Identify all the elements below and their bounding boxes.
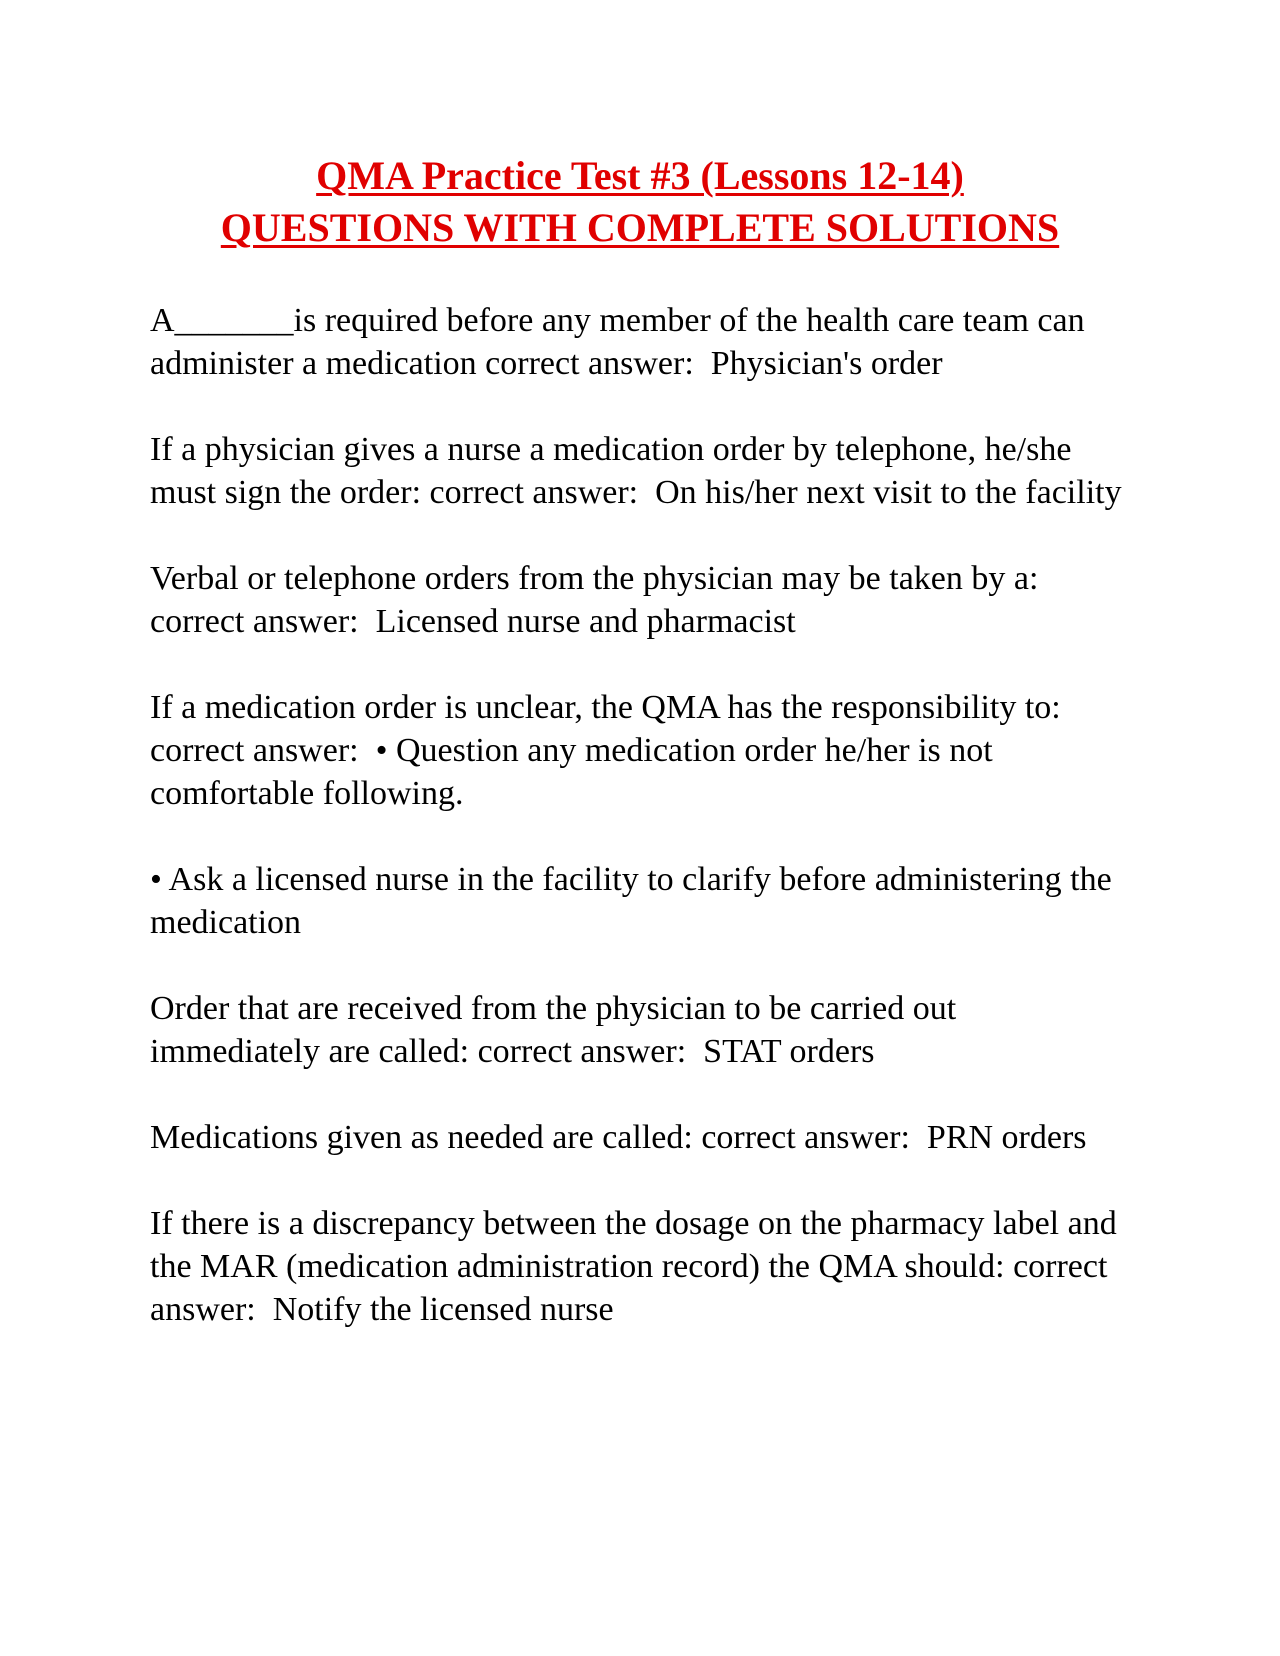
question-paragraph: If there is a discrepancy between the dosage on the pharmacy label and the MAR (medication administration record) the QMA should: correct answer: Notify the licensed nurse (150, 1205, 1126, 1328)
question-paragraph: Order that are received from the physician to be carried out immediately are called: correct answer: STAT orders (150, 990, 965, 1070)
question-list (150, 299, 1130, 1374)
question-paragraph: A_______is required before any member of the health care team can administer a medication correct answer: Physician's order (150, 302, 1094, 382)
question-paragraph: Verbal or telephone orders from the physician may be taken by a: correct answer: Licensed nurse and pharmacist (150, 560, 1047, 640)
title-line-2: QUESTIONS WITH COMPLETE SOLUTIONS (220, 205, 1060, 250)
question-paragraph: Medications given as needed are called: correct answer: PRN orders (150, 1119, 1087, 1156)
title-line-1: QMA Practice Test #3 (Lessons 12-14) (316, 153, 964, 198)
document-title (0, 150, 1280, 254)
question-paragraph: If a medication order is unclear, the QMA has the responsibility to: correct answer: • Question any medication order he/her is not comfortable following. (150, 689, 1070, 812)
question-paragraph: If a physician gives a nurse a medication order by telephone, he/she must sign the order: correct answer: On his/her next visit to the facility (150, 431, 1122, 511)
answer-bullet-paragraph: • Ask a licensed nurse in the facility to clarify before administering the medication (150, 861, 1121, 941)
